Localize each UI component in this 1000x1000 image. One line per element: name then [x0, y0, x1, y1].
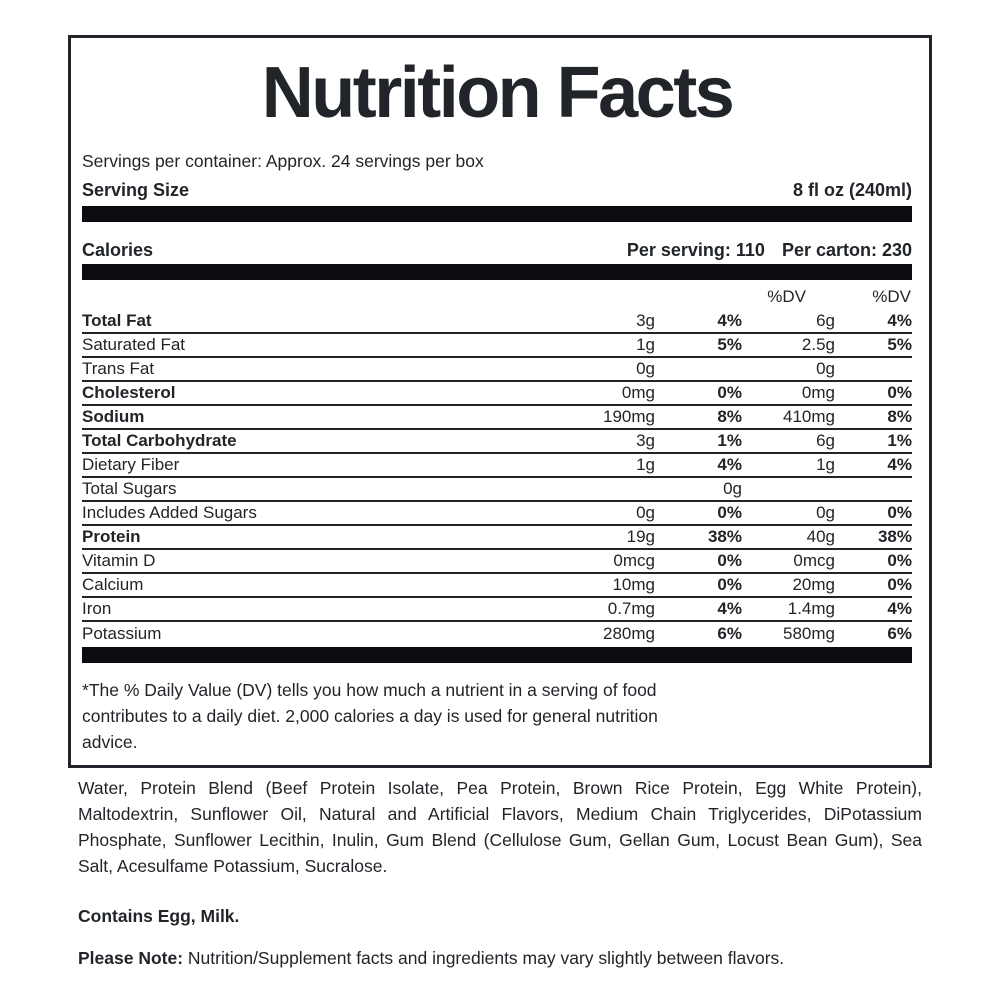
carton-dv: 4%: [887, 311, 912, 330]
nutrition-facts-panel: [68, 35, 932, 768]
nutrient-name: Total Carbohydrate: [82, 431, 237, 450]
carton-dv: 4%: [887, 599, 912, 618]
serving-amount: 19g: [626, 527, 655, 546]
dv-header-serving: %DV: [767, 287, 806, 306]
serving-amount: 0mg: [621, 383, 655, 402]
divider-bar-calories: [82, 264, 912, 280]
carton-amount: 0mg: [801, 383, 835, 402]
nutrient-row: [82, 502, 912, 526]
nutrient-name: Total Sugars: [82, 479, 177, 498]
nutrient-name: Total Fat: [82, 311, 152, 330]
carton-amount: 0mcg: [793, 551, 835, 570]
nutrient-name: Cholesterol: [82, 383, 176, 402]
nutrient-table: [82, 310, 912, 646]
please-note-label: Please Note:: [78, 948, 184, 968]
nutrient-name: Potassium: [82, 624, 162, 643]
serving-dv: 1%: [717, 431, 742, 450]
serving-dv: 0%: [717, 551, 742, 570]
nutrient-name: Calcium: [82, 575, 144, 594]
nutrient-name: Saturated Fat: [82, 335, 186, 354]
carton-amount: 6g: [816, 311, 835, 330]
calories-row: [82, 222, 912, 264]
nutrient-row: [82, 310, 912, 334]
carton-dv: 8%: [887, 407, 912, 426]
nutrient-name: Trans Fat: [82, 359, 155, 378]
footnote-line: contributes to a daily diet. 2,000 calories a day is used for general nutrition: [82, 706, 658, 726]
carton-amount: 20mg: [792, 575, 835, 594]
nutrient-row: [82, 430, 912, 454]
carton-amount: 6g: [816, 431, 835, 450]
serving-dv: 0%: [717, 383, 742, 402]
nutrient-name: Sodium: [82, 407, 145, 426]
nutrient-row: [82, 358, 912, 382]
footnote-line: *The % Daily Value (DV) tells you how much a nutrient in a serving of food: [82, 680, 657, 700]
carton-amount: 410mg: [783, 407, 835, 426]
carton-amount: 2.5g: [801, 335, 835, 354]
serving-amount: 0g: [636, 503, 655, 522]
carton-dv: 1%: [887, 431, 912, 450]
serving-amount: 0g: [636, 359, 655, 378]
serving-dv: 0%: [717, 503, 742, 522]
nutrient-row: [82, 622, 912, 646]
servings-per-container: Servings per container: Approx. 24 servings per box: [82, 151, 484, 171]
daily-value-header-row: [82, 285, 912, 309]
calories-per-serving: Per serving: 110: [626, 240, 765, 260]
nutrient-row: [82, 406, 912, 430]
carton-dv: 6%: [887, 624, 912, 643]
daily-value-footnote: [82, 677, 912, 755]
carton-dv: 0%: [887, 503, 912, 522]
serving-amount: 3g: [636, 311, 655, 330]
ingredients-list: Water, Protein Blend (Beef Protein Isolate, Pea Protein, Brown Rice Protein, Egg White Protein), Maltodextrin, Sunflower Oil, Natural and Artificial Flavors, Medium Chain Triglycerides, DiPotassium Phosphate, Sunflower Lecithin, Inulin, Gum Blend (Cellulose Gum, Gellan Gum, Locust Bean Gum), Sea Salt, Acesulfame Potassium, Sucralose.: [78, 778, 922, 876]
label-supplementary-text: [78, 775, 922, 971]
nutrient-name: Iron: [82, 599, 112, 618]
serving-amount: 280mg: [603, 624, 655, 643]
serving-dv: 4%: [717, 311, 742, 330]
carton-dv: 4%: [887, 455, 912, 474]
nutrient-row: [82, 334, 912, 358]
serving-amount: 1g: [636, 455, 655, 474]
please-note-text: Nutrition/Supplement facts and ingredients may vary slightly between flavors.: [183, 948, 785, 968]
serving-dv: 4%: [717, 599, 742, 618]
serving-dv: 8%: [717, 407, 742, 426]
serving-dv: 0%: [717, 575, 742, 594]
serving-dv: 4%: [717, 455, 742, 474]
nutrient-row: [82, 526, 912, 550]
carton-dv: 38%: [877, 527, 912, 546]
serving-dv: 0g: [723, 479, 742, 498]
nutrient-name: Includes Added Sugars: [82, 503, 257, 522]
serving-amount: 0mcg: [613, 551, 655, 570]
serving-size-value: 8 fl oz (240ml): [792, 180, 912, 200]
calories-values: [627, 239, 912, 261]
serving-amount: 10mg: [612, 575, 655, 594]
calories-label: Calories: [82, 240, 154, 260]
carton-amount: 40g: [806, 527, 835, 546]
nutrient-name: Dietary Fiber: [82, 455, 180, 474]
carton-dv: 0%: [887, 383, 912, 402]
nutrient-name: Vitamin D: [82, 551, 156, 570]
serving-amount: 1g: [636, 335, 655, 354]
nutrient-row: [82, 478, 912, 502]
carton-amount: 580mg: [783, 624, 835, 643]
nutrient-row: [82, 574, 912, 598]
divider-bar-top: [82, 206, 912, 222]
serving-amount: 0.7mg: [607, 599, 655, 618]
carton-dv: 0%: [887, 551, 912, 570]
nutrient-row: [82, 550, 912, 574]
carton-amount: 1g: [816, 455, 835, 474]
serving-dv: 38%: [707, 527, 742, 546]
nutrient-row: [82, 454, 912, 478]
serving-amount: 3g: [636, 431, 655, 450]
serving-dv: 5%: [717, 335, 742, 354]
calories-per-carton: Per carton: 230: [781, 240, 912, 260]
dv-header-carton: %DV: [872, 287, 911, 306]
please-note-line: [78, 945, 922, 971]
serving-dv: 6%: [717, 624, 742, 643]
carton-dv: 5%: [887, 335, 912, 354]
serving-size-row: [82, 179, 912, 201]
serving-size-label: Serving Size: [82, 180, 190, 200]
carton-amount: 1.4mg: [787, 599, 835, 618]
nutrient-row: [82, 598, 912, 622]
divider-bar-bottom: [82, 647, 912, 663]
nutrient-row: [82, 382, 912, 406]
carton-amount: 0g: [816, 359, 835, 378]
serving-amount: 190mg: [603, 407, 655, 426]
allergen-statement: Contains Egg, Milk.: [78, 906, 240, 926]
carton-dv: 0%: [887, 575, 912, 594]
nutrition-facts-title: Nutrition Facts: [261, 53, 733, 133]
footnote-line: advice.: [82, 732, 138, 752]
carton-amount: 0g: [816, 503, 835, 522]
nutrient-name: Protein: [82, 527, 141, 546]
